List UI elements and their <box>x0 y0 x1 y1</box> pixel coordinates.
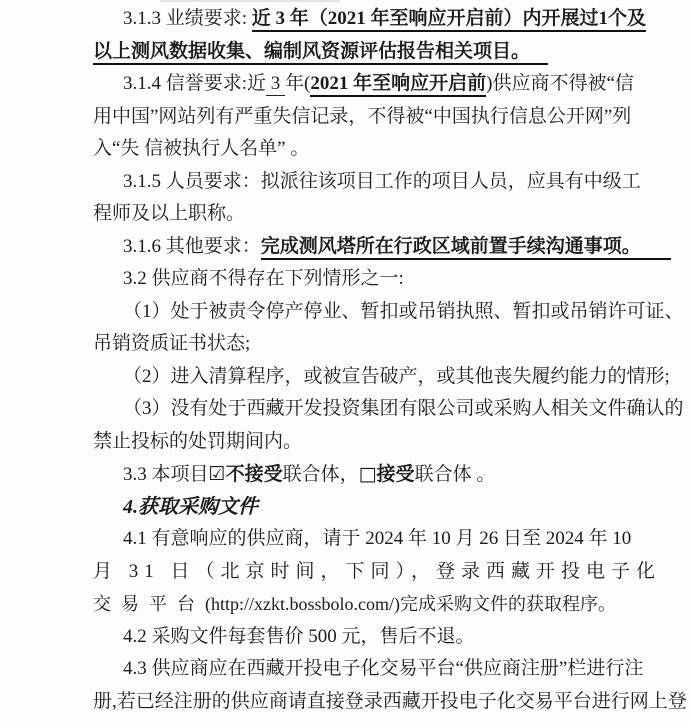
clause-3-1-5-text: 3.1.5 人员要求：拟派往该项目工作的项目人员，应具有中级工 <box>123 170 641 192</box>
clause-3-1-4-rest: )供应商不得被“信 <box>486 73 634 94</box>
clause-4-3-line-1 <box>93 653 663 686</box>
clause-3-1-4-label: 3.1.4 信誉要求:近 <box>123 73 267 94</box>
no-consortium-option: 不接受 <box>225 464 283 485</box>
clause-4-1-text-justified: 月 31 日（北京时间，下同），登录西藏开投电子化 <box>93 560 662 582</box>
clause-3-1-4-text-end: 入“失 信被执行人名单” 。 <box>93 138 310 159</box>
clause-3-1-4-line-2 <box>93 101 663 134</box>
clause-3-1-3-requirement-part2: 以上测风数据收集、编制风资源评估报告相关项目。 <box>93 41 548 65</box>
clause-3-1-4-period: 2021 年至响应开启前 <box>310 73 486 97</box>
clause-3-1-6-requirement: 完成测风塔所在行政区域前置手续沟通事项。 <box>261 236 671 260</box>
clause-4-1-line-2 <box>93 556 663 589</box>
clause-4-3-text: 4.3 供应商应在西藏开投电子化交易平台“供应商注册”栏进行注 <box>123 658 644 679</box>
clause-3-1-4-mid: 年( <box>285 73 311 94</box>
platform-name: 交易平台 <box>93 594 205 614</box>
item-1-text: （1）处于被责令停产停业、暂扣或吊销执照、暂扣或吊销许可证、 <box>123 300 684 322</box>
clause-3-3-tail: 联合体 。 <box>414 464 496 485</box>
clause-3-3-line <box>93 458 663 491</box>
clause-3-1-6-label: 3.1.6 其他要求： <box>123 235 261 257</box>
clause-3-1-4-text: 用中国”网站列有严重失信记录，不得被“中国执行信息公开网”列 <box>93 105 632 127</box>
item-1-text-end: 吊销资质证书状态; <box>93 333 251 354</box>
item-3-text: （3）没有处于西藏开发投资集团有限公司或采购人相关文件确认的 <box>123 398 684 419</box>
clause-3-1-3-requirement-part1: 近 3 年（2021 年至响应开启前）内开展过1个及 <box>252 8 646 32</box>
clause-4-1-text: 4.1 有意响应的供应商，请于 2024 年 10 月 26 日至 2024 年 10 <box>123 528 632 549</box>
clause-3-2-text: 3.2 供应商不得存在下列情形之一: <box>123 268 404 289</box>
clause-3-3-mid: 联合体， <box>282 464 359 485</box>
clause-3-1-6-line-1 <box>93 231 663 264</box>
clause-3-2-item-3-line-2 <box>93 426 663 459</box>
clause-3-1-4-years: 3 <box>266 73 286 94</box>
item-3-text-end: 禁止投标的处罚期间内。 <box>93 430 303 452</box>
clause-3-1-5-text-end: 程师及以上职称。 <box>93 203 246 224</box>
clause-3-3-label: 3.3 本项目 <box>123 464 209 485</box>
clause-3-2-item-1-line-1 <box>93 296 684 329</box>
clause-3-2-item-3-line-1 <box>93 393 684 426</box>
clause-4-2-line <box>93 621 663 654</box>
clause-3-2-item-1-line-2 <box>93 328 663 361</box>
clause-3-1-4-line-1 <box>93 68 663 101</box>
platform-url: (http://xzkt.bossbolo.com/)完成采购文件的获取程序。 <box>205 594 616 614</box>
clause-3-1-4-line-3 <box>93 133 663 166</box>
clause-4-3-text-end: 册,若已经注册的供应商请直接登录西藏开投电子化交易平台进行网上登 <box>93 690 687 712</box>
page-top-scan-artifact <box>160 0 340 2</box>
document-body <box>93 3 687 718</box>
section-4-title: 4.获取采购文件 <box>123 495 258 518</box>
item-2-text: （2）进入清算程序，或被宣告破产，或其他丧失履约能力的情形; <box>123 365 670 387</box>
clause-3-2-intro <box>93 263 663 296</box>
clause-3-1-5-line-1 <box>93 166 663 199</box>
clause-4-1-line-1 <box>93 523 663 556</box>
clause-4-3-line-2 <box>93 686 687 719</box>
clause-3-1-3-line-1 <box>93 3 663 36</box>
clause-3-2-item-2 <box>93 361 670 394</box>
empty-checkbox-icon: □ <box>358 463 377 485</box>
section-4-heading <box>93 491 663 524</box>
consortium-option: 接受 <box>376 464 415 485</box>
clause-3-1-3-line-2 <box>93 36 663 69</box>
clause-4-1-line-3 <box>93 588 663 621</box>
clause-4-2-text: 4.2 采购文件每套售价 500 元，售后不退。 <box>123 625 475 647</box>
clause-3-1-3-label: 3.1.3 业绩要求: <box>123 8 252 29</box>
checked-checkbox-icon: ☑ <box>208 463 226 485</box>
clause-3-1-5-line-2 <box>93 198 663 231</box>
